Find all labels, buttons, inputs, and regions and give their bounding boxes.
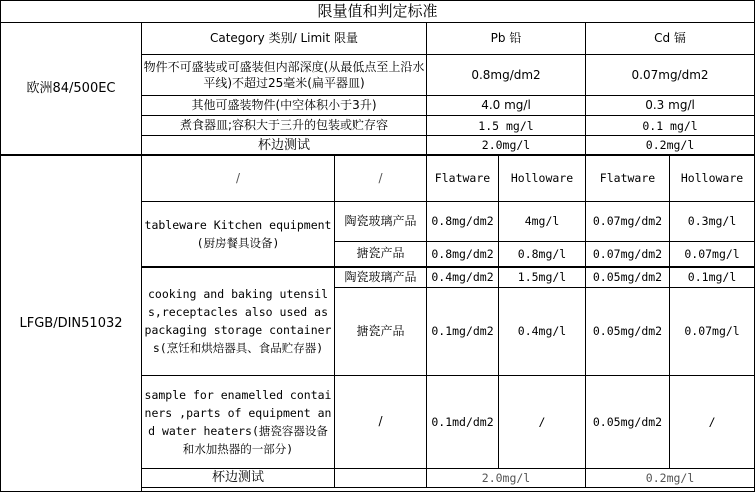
material-label: 陶瓷玻璃产品: [335, 267, 427, 287]
lfgb-category-cooking: cooking and baking utensils,receptacles also used as packaging storage containers(烹饪和烘焙器具、食品贮存器): [142, 267, 335, 375]
cd-hollow-value: 0.1mg/l: [670, 267, 755, 287]
eu-category-flatware: 物件不可盛装或可盛装但内部深度(从最低点至上沿水平线)不超过25毫米(扁平器皿): [142, 55, 427, 96]
cd-hollow-value: 0.3mg/l: [670, 201, 755, 241]
cd-header: Cd 镉: [586, 23, 755, 55]
pb-hollow-value: 0.4mg/l: [499, 287, 586, 375]
cd-hollow-value: 0.07mg/l: [670, 287, 755, 375]
material-label: 搪瓷产品: [335, 287, 427, 375]
lfgb-rim-pb-value: 2.0mg/l: [427, 468, 586, 487]
lfgb-category-tableware: tableware Kitchen equipment(厨房餐具设备): [142, 201, 335, 267]
cd-flat-value: 0.07mg/dm2: [586, 241, 670, 267]
pb-holloware-header: Holloware: [499, 155, 586, 201]
pb-flat-value: 0.1mg/dm2: [427, 287, 499, 375]
cd-flat-value: 0.05mg/dm2: [586, 267, 670, 287]
pb-flat-value: 0.8mg/dm2: [427, 241, 499, 267]
pb-flat-value: 0.1md/dm2: [427, 375, 499, 468]
eu-pb-value: 2.0mg/l: [427, 136, 586, 156]
eu-pb-value: 4.0 mg/l: [427, 96, 586, 116]
eu-pb-value: 0.8mg/dm2: [427, 55, 586, 96]
pb-hollow-value: 1.5mg/l: [499, 267, 586, 287]
material-label: 陶瓷玻璃产品: [335, 201, 427, 241]
pb-flat-value: 0.8mg/dm2: [427, 201, 499, 241]
cd-flat-value: 0.05mg/dm2: [586, 375, 670, 468]
material-label: /: [335, 375, 427, 468]
lfgb-subheader-slash: /: [335, 155, 427, 201]
eu-category-hollow: 其他可盛装物件(中空体积小于3升): [142, 96, 427, 116]
table-title: 限量值和判定标准: [1, 1, 755, 23]
pb-hollow-value: 4mg/l: [499, 201, 586, 241]
lfgb-category-rim: 杯边测试: [142, 468, 335, 487]
cd-holloware-header: Holloware: [670, 155, 755, 201]
eu-category-rim: 杯边测试: [142, 136, 427, 156]
eu-pb-value: 1.5 mg/l: [427, 116, 586, 136]
pb-header: Pb 铅: [427, 23, 586, 55]
lfgb-category-enamelled: sample for enamelled containers ,parts of equipment and water heaters(搪瓷容器设备和水加热器的一部分): [142, 375, 335, 468]
pb-flat-value: 0.4mg/dm2: [427, 267, 499, 287]
cd-flat-value: 0.07mg/dm2: [586, 201, 670, 241]
pb-hollow-value: /: [499, 375, 586, 468]
eu-cd-value: 0.3 mg/l: [586, 96, 755, 116]
eu-cd-value: 0.1 mg/l: [586, 116, 755, 136]
eu-standard-label: 欧洲84/500EC: [1, 23, 142, 156]
lfgb-standard-label: LFGB/DIN51032: [1, 155, 142, 491]
cd-hollow-value: 0.07mg/l: [670, 241, 755, 267]
cd-flatware-header: Flatware: [586, 155, 670, 201]
eu-cd-value: 0.2mg/l: [586, 136, 755, 156]
lfgb-rim-cd-value: 0.2mg/l: [586, 468, 755, 487]
pb-flatware-header: Flatware: [427, 155, 499, 201]
eu-cd-value: 0.07mg/dm2: [586, 55, 755, 96]
eu-category-cooking: 煮食器皿;容积大于三升的包装或贮存容: [142, 116, 427, 136]
category-header: Category 类别/ Limit 限量: [142, 23, 427, 55]
cd-flat-value: 0.05mg/dm2: [586, 287, 670, 375]
pb-hollow-value: 0.8mg/l: [499, 241, 586, 267]
cd-hollow-value: /: [670, 375, 755, 468]
material-label: 搪瓷产品: [335, 241, 427, 267]
lfgb-subheader-slash: /: [142, 155, 335, 201]
